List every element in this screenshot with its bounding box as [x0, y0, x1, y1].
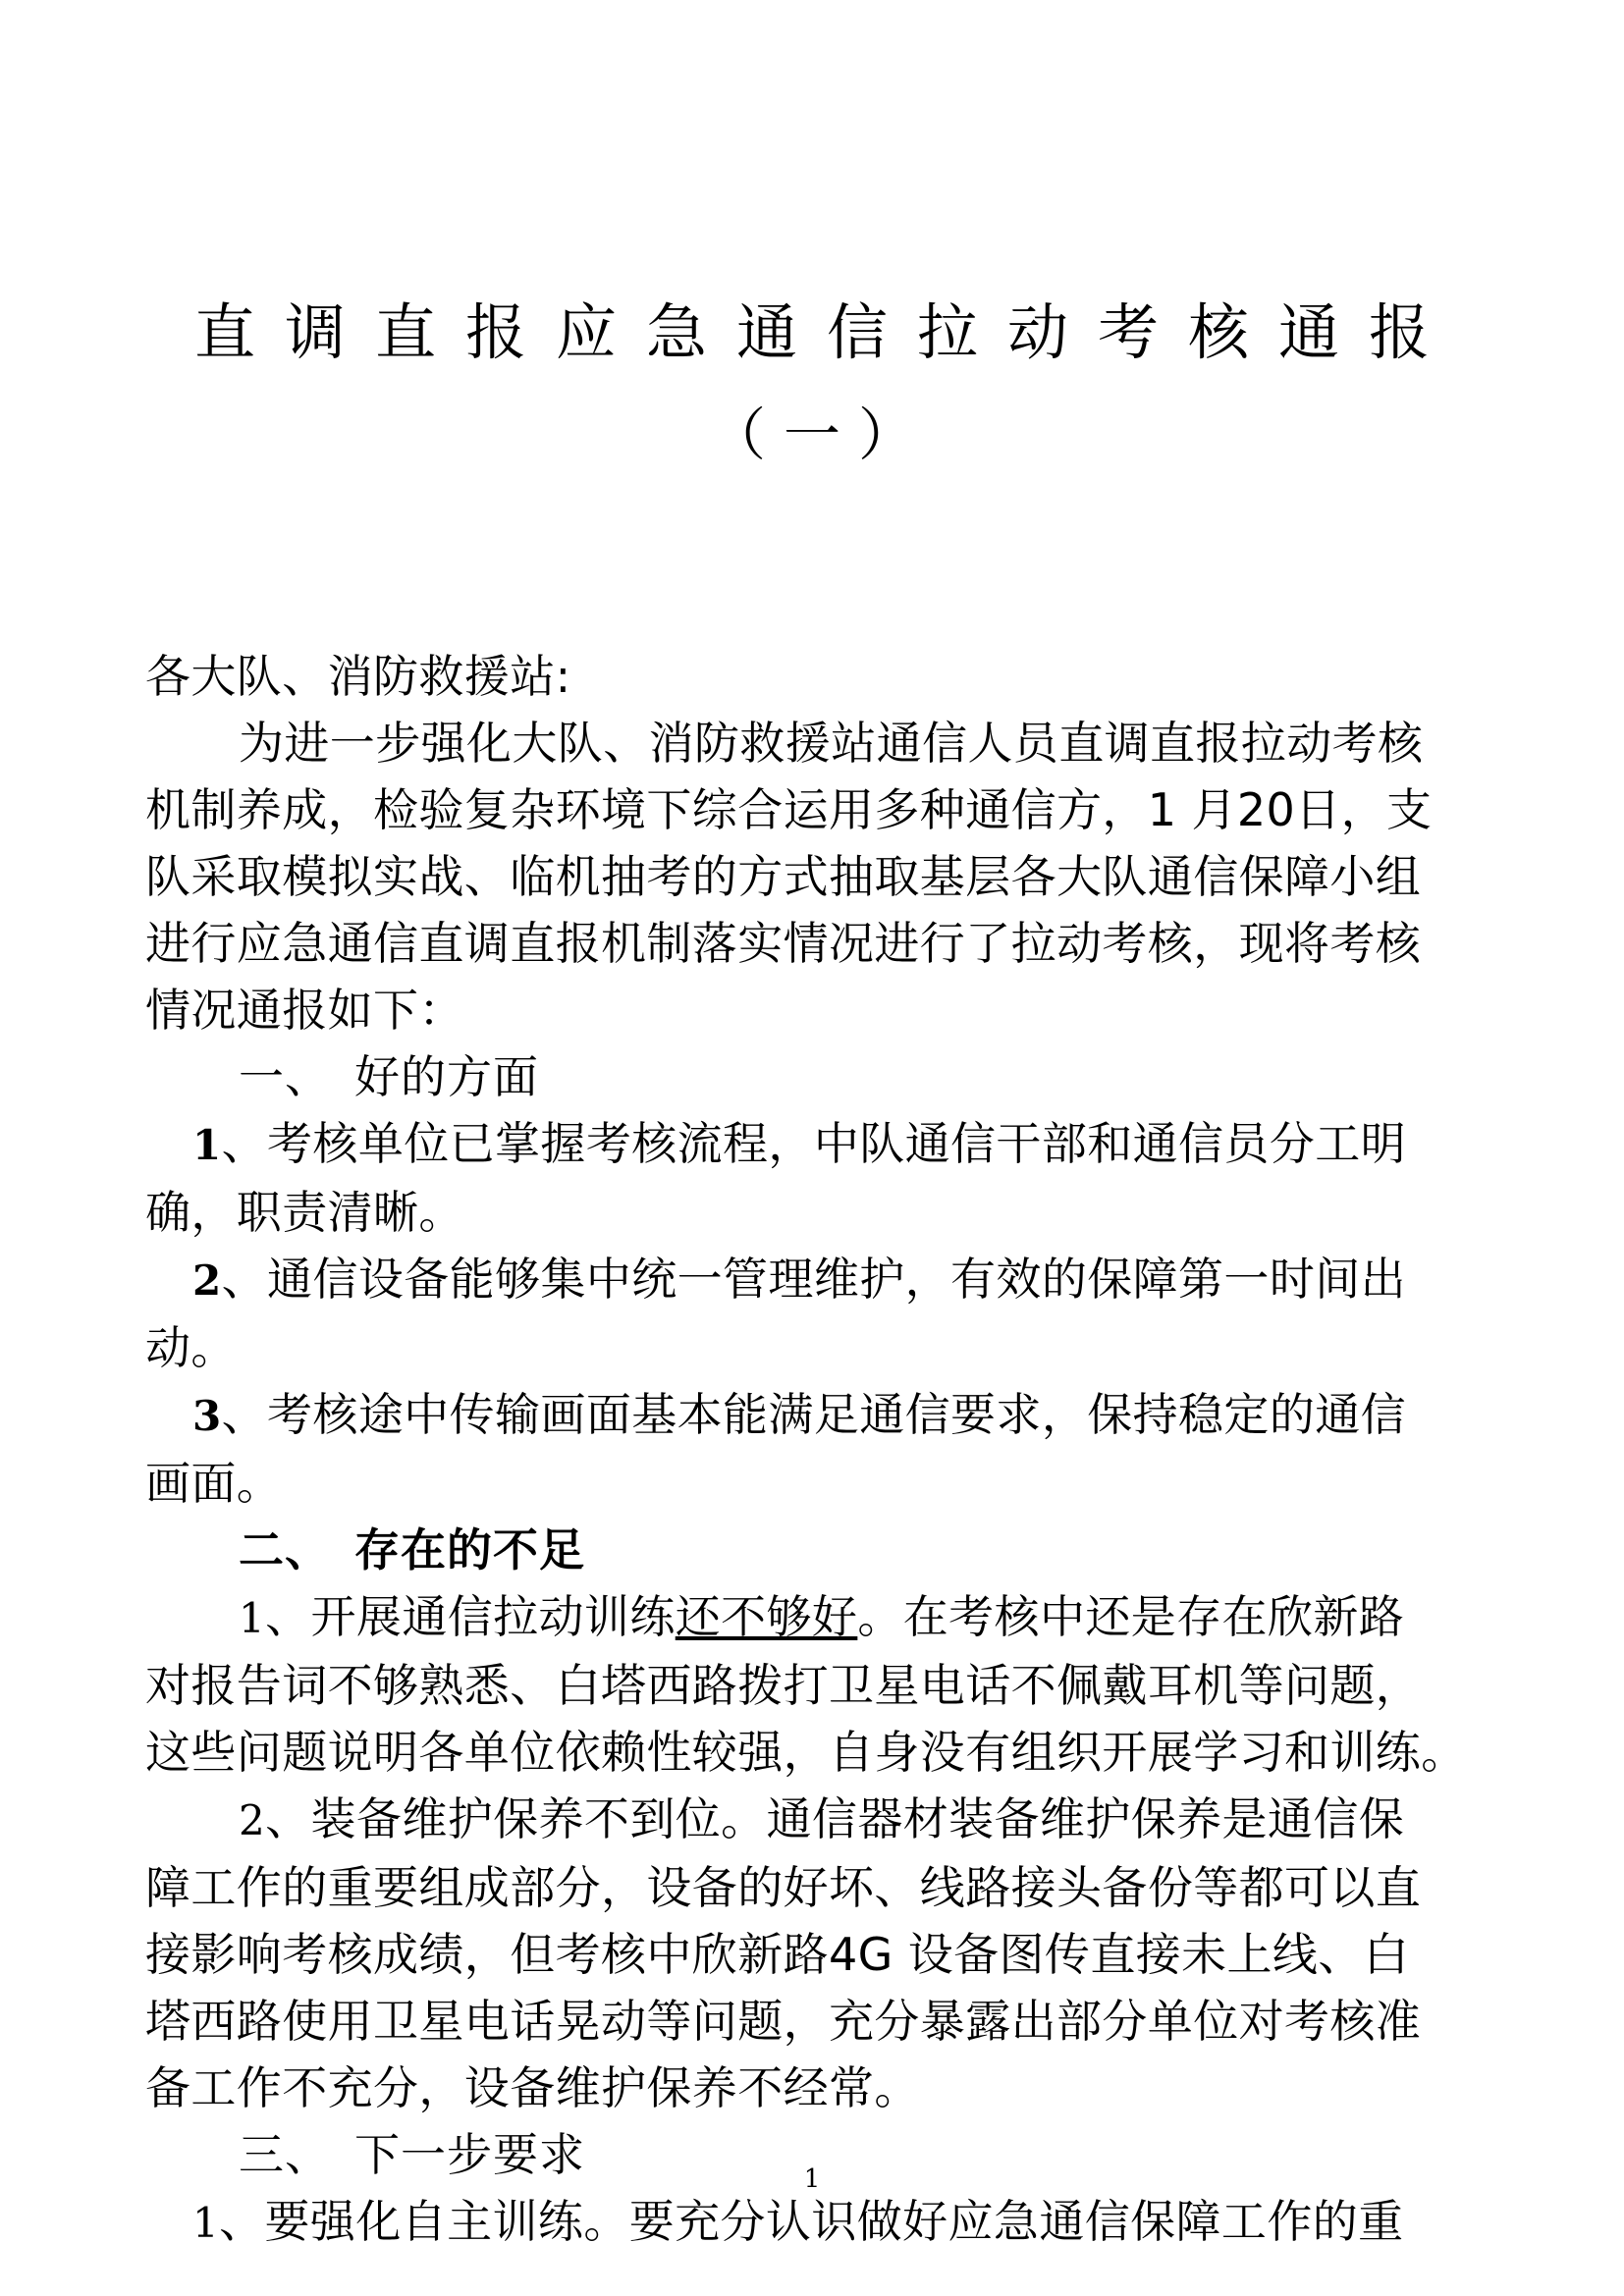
document-body — [145, 643, 1481, 2257]
list-item-text: 装备维护保养不到位。通信器材装备维护保养是通信保 — [310, 1792, 1405, 1845]
list-item-separator: 、 — [265, 1590, 311, 1643]
list-item-text-tail: 。在考核中还是存在欣新路 — [857, 1590, 1405, 1643]
list-item — [145, 1381, 1481, 1450]
section-heading-two: 二、 存在的不足 — [239, 1523, 585, 1576]
intro-line: 机制养成，检验复杂环境下综合运用多种通信方，1 月20日，支 — [145, 783, 1433, 836]
page-footer — [0, 2164, 1624, 2194]
list-item-text: 开展通信拉动训练 — [310, 1590, 676, 1643]
list-item — [145, 1246, 1481, 1314]
list-item-continuation: 接影响考核成绩，但考核中欣新路4G 设备图传直接未上线、白 — [145, 1928, 1410, 1981]
salutation: 各大队、消防救援站: — [145, 650, 571, 703]
list-item-continuation: 确，职责清晰。 — [145, 1186, 464, 1239]
list-item-number: 3 — [192, 1392, 222, 1440]
list-item-number: 1 — [239, 1594, 266, 1642]
list-item-continuation: 画面。 — [145, 1457, 283, 1510]
section-heading-three: 三、 下一步要求 — [239, 2128, 585, 2181]
list-item-continuation: 这些问题说明各单位依赖性较强，自身没有组织开展学习和训练。 — [145, 1726, 1467, 1779]
list-item-text: 考核单位已掌握考核流程，中队通信干部和通信员分工明 — [267, 1117, 1407, 1170]
list-item-continuation: 备工作不充分，设备维护保养不经常。 — [145, 2061, 920, 2114]
list-item-text-underlined: 还不够好 — [675, 1590, 858, 1643]
list-item-text: 通信设备能够集中统一管理维护，有效的保障第一时间出 — [267, 1253, 1407, 1306]
title-block — [0, 294, 1624, 473]
list-item-continuation: 动。 — [145, 1321, 237, 1374]
list-item-separator: 、 — [265, 1792, 311, 1845]
list-item-separator: 、 — [221, 1253, 268, 1306]
list-item-text: 考核途中传输画面基本能满足通信要求，保持稳定的通信 — [267, 1388, 1407, 1441]
intro-line: 情况通报如下： — [145, 984, 464, 1037]
list-item-separator: 、 — [221, 1388, 268, 1441]
list-item — [145, 1583, 1481, 1652]
list-item-continuation: 对报告词不够熟悉、白塔西路拨打卫星电话不佩戴耳机等问题， — [145, 1659, 1422, 1712]
list-item — [145, 2188, 1481, 2257]
list-item — [145, 1786, 1481, 1854]
page-number: 1 — [803, 2164, 821, 2194]
list-item-separator: 、 — [221, 1117, 268, 1170]
intro-line: 队采取模拟实战、临机抽考的方式抽取基层各大队通信保障小组 — [145, 850, 1422, 903]
intro-line: 为进一步强化大队、消防救援站通信人员直调直报拉动考核 — [239, 717, 1424, 770]
list-item-number: 2 — [239, 1796, 266, 1844]
list-item-number: 2 — [192, 1256, 222, 1305]
list-item-continuation: 障工作的重要组成部分，设备的好坏、线路接头备份等都可以直 — [145, 1861, 1422, 1914]
list-item-number: 1 — [192, 1121, 222, 1169]
list-item-number: 1 — [192, 2199, 220, 2247]
list-item-text: 要强化自主训练。要充分认识做好应急通信保障工作的重 — [264, 2195, 1404, 2248]
list-item — [145, 1110, 1481, 1179]
page-subtitle: （一） — [708, 400, 933, 468]
list-item-continuation: 塔西路使用卫星电话晃动等问题，充分暴露出部分单位对考核准 — [145, 1995, 1422, 2048]
intro-line: 进行应急通信直调直报机制落实情况进行了拉动考核，现将考核 — [145, 917, 1422, 970]
list-item-separator: 、 — [219, 2195, 265, 2248]
page-title: 直调直报应急通信拉动考核通报 — [193, 296, 1459, 368]
section-heading-one: 一、 好的方面 — [239, 1050, 539, 1103]
